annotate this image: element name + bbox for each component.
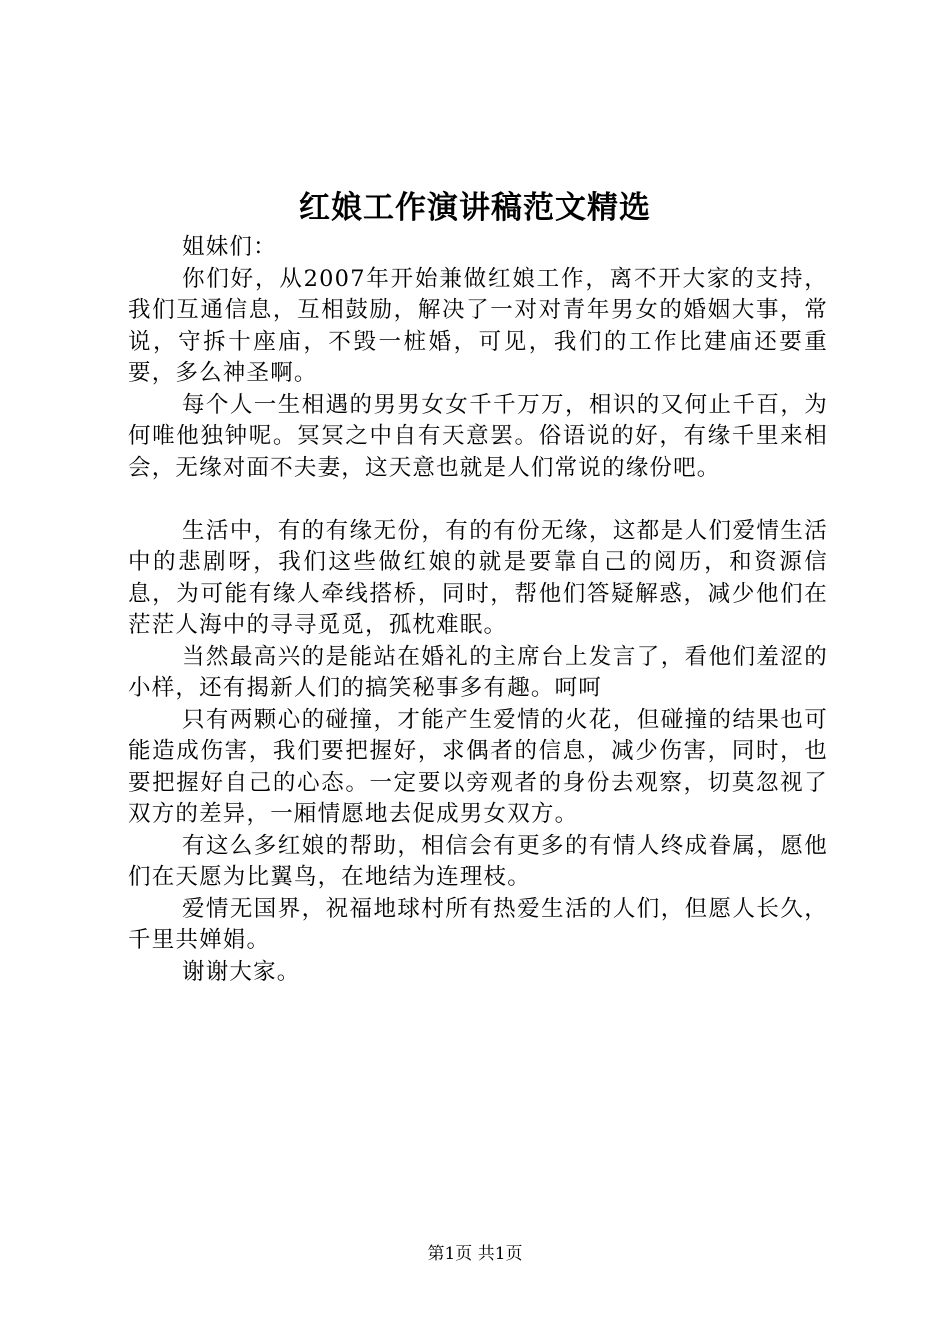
paragraph: 爱情无国界，祝福地球村所有热爱生活的人们，但愿人长久，千里共婵娟。: [128, 895, 828, 953]
page-footer: 第1页 共1页: [427, 1244, 523, 1264]
paragraph: 有这么多红娘的帮助，相信会有更多的有情人终成眷属，愿他们在天愿为比翼鸟，在地结为连理枝。: [128, 832, 828, 890]
document-body: [128, 232, 828, 988]
paragraph: 当然最高兴的是能站在婚礼的主席台上发言了，看他们羞涩的小样，还有揭新人们的搞笑秘事多有趣。呵呵: [128, 643, 828, 701]
paragraph: 生活中，有的有缘无份，有的有份无缘，这都是人们爱情生活中的悲剧呀，我们这些做红娘的就是要靠自己的阅历，和资源信息，为可能有缘人牵线搭桥，同时，帮他们答疑解惑，减少他们在茫茫人海中的寻寻觅觅，孤枕难眠。: [128, 517, 828, 638]
paragraph: 只有两颗心的碰撞，才能产生爱情的火花，但碰撞的结果也可能造成伤害，我们要把握好，求偶者的信息，减少伤害，同时，也要把握好自己的心态。一定要以旁观者的身份去观察，切莫忽视了双方的差异，一厢情愿地去促成男女双方。: [128, 706, 828, 827]
document-title: 红娘工作演讲稿范文精选: [299, 190, 651, 226]
paragraph: 每个人一生相遇的男男女女千千万万，相识的又何止千百，为何唯他独钟呢。冥冥之中自有天意罢。俗语说的好，有缘千里来相会，无缘对面不夫妻，这天意也就是人们常说的缘份吧。: [128, 391, 828, 481]
paragraph: 你们好，从2007年开始兼做红娘工作，离不开大家的支持，我们互通信息，互相鼓励，解决了一对对青年男女的婚姻大事，常说，守拆十座庙，不毁一桩婚，可见，我们的工作比建庙还要重要，多么神圣啊。: [128, 265, 828, 386]
closing: 谢谢大家。: [182, 958, 301, 985]
salutation: 姐妹们：: [182, 234, 277, 260]
